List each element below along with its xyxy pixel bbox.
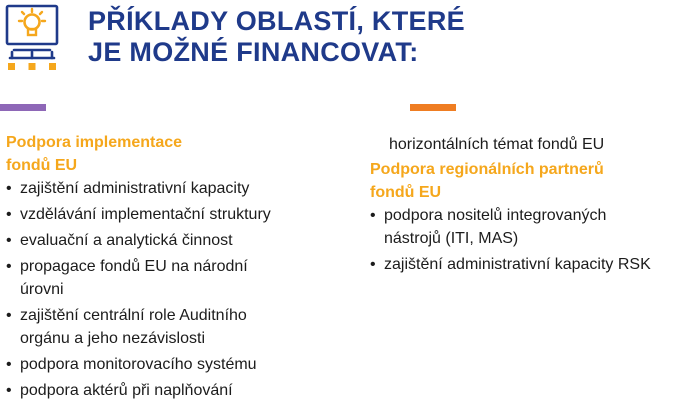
right-heading-line-1: Podpora regionálních partnerů <box>370 161 604 178</box>
list-item: • podpora nositelů integrovaných nástrojů (ITI, MAS) <box>370 204 700 250</box>
left-heading <box>6 131 351 177</box>
list-item: • podpora aktérů při naplňování <box>6 379 351 402</box>
right-column <box>370 133 700 279</box>
list-item-continuation: horizontálních témat fondů EU <box>389 136 605 153</box>
left-accent-bar <box>0 104 46 111</box>
list-item: • zajištění administrativní kapacity <box>6 177 351 200</box>
list-item: • zajištění centrální role Auditního orgánu a jeho nezávislosti <box>6 304 351 350</box>
left-heading-line-2: fondů EU <box>6 157 78 174</box>
right-accent-bar <box>410 104 456 111</box>
list-item: • zajištění administrativní kapacity RSK <box>370 253 700 276</box>
right-list <box>370 204 700 276</box>
title-line-1: PŘÍKLADY OBLASTÍ, KTERÉ <box>88 6 465 36</box>
page-title <box>88 6 465 68</box>
list-item: • propagace fondů EU na národní úrovni <box>6 255 351 301</box>
title-line-2: JE MOŽNÉ FINANCOVAT: <box>88 37 419 67</box>
right-heading <box>370 158 700 204</box>
right-heading-line-2: fondů EU <box>370 184 442 201</box>
lightbulb-network-icon <box>4 0 60 72</box>
list-item: • evaluační a analytická činnost <box>6 229 351 252</box>
left-list <box>6 177 351 402</box>
list-item: • podpora monitorovacího systému <box>6 353 351 376</box>
list-item: • vzdělávání implementační struktury <box>6 203 351 226</box>
left-heading-line-1: Podpora implementace <box>6 134 183 151</box>
left-column <box>6 131 351 405</box>
